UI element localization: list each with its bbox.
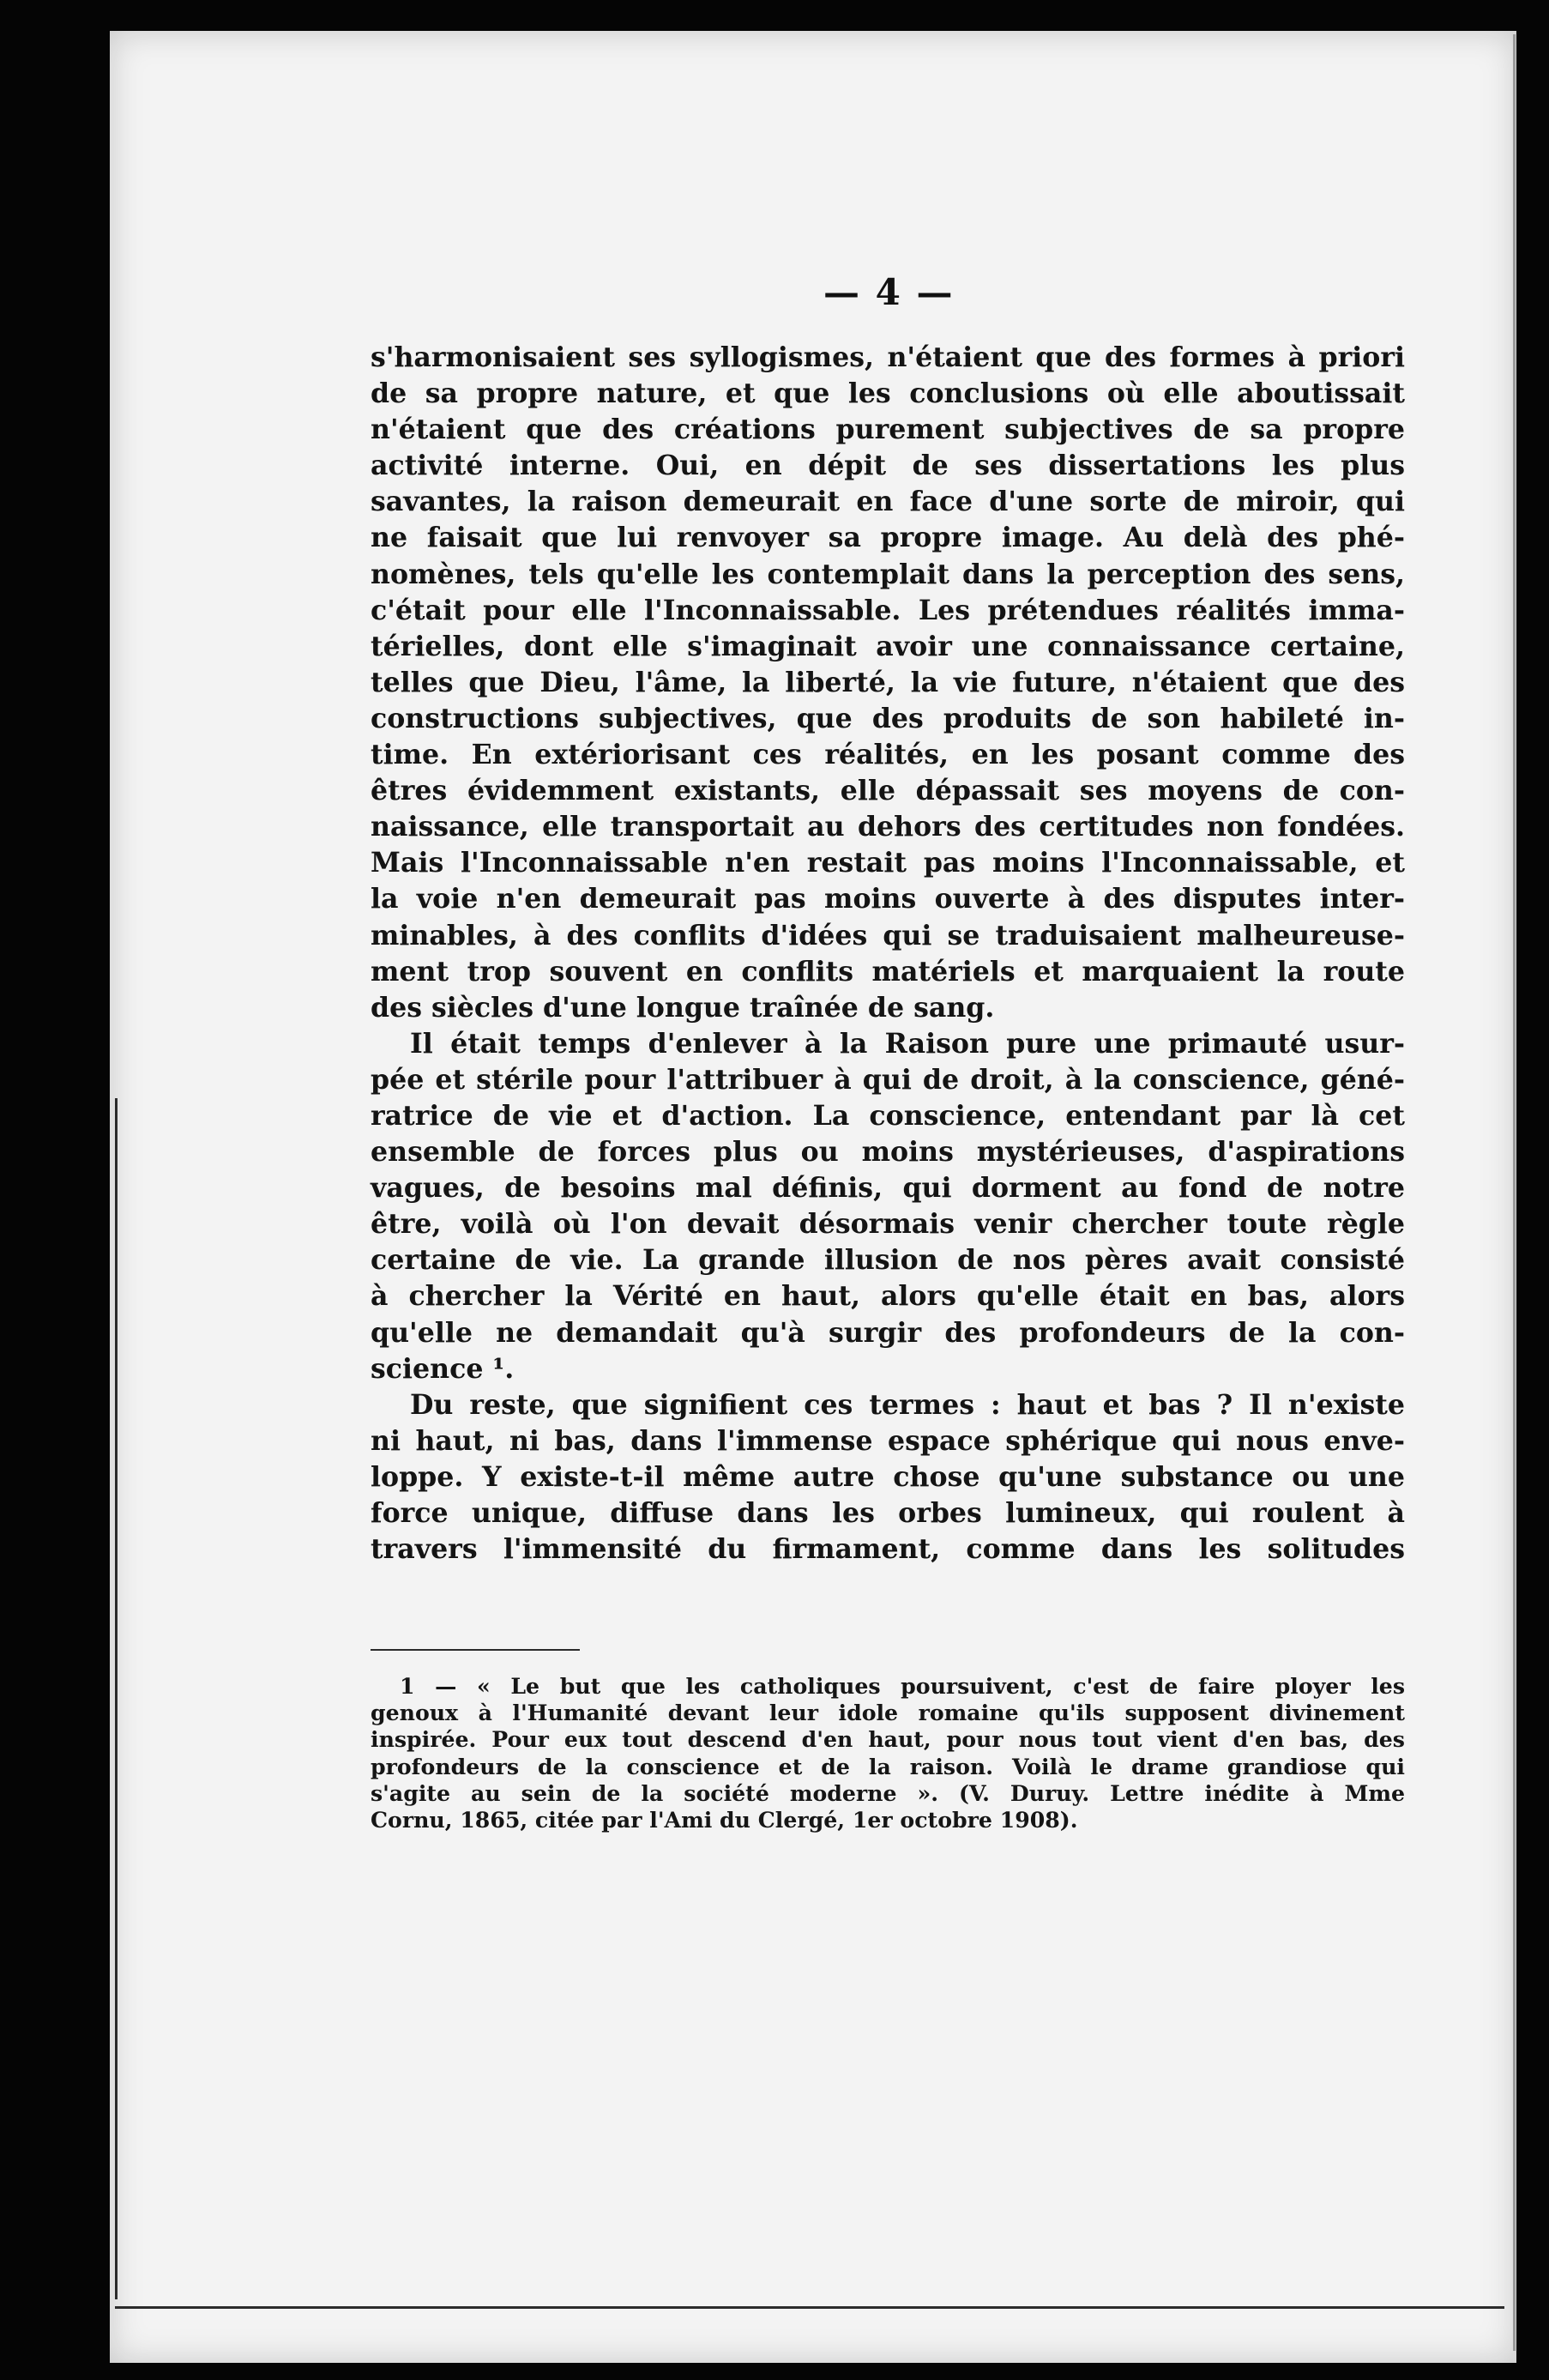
body-line: nomènes, tels qu'elle les contemplait dans la perception des sens, — [371, 558, 1405, 590]
body-line: des siècles d'une longue traînée de sang. — [371, 991, 995, 1024]
body-line: térielles, dont elle s'imaginait avoir une connaissance certaine, — [371, 630, 1405, 662]
body-line: naissance, elle transportait au dehors des certitudes non fondées. — [371, 811, 1405, 843]
body-line: s'harmonisaient ses syllogismes, n'étaient que des formes à priori — [371, 341, 1405, 373]
page-edge-left — [115, 1098, 118, 2299]
body-line: ni haut, ni bas, dans l'immense espace sphérique qui nous enve- — [371, 1424, 1405, 1457]
body-line: minables, à des conflits d'idées qui se traduisaient malheureuse- — [371, 919, 1405, 951]
footnote-line: 1 — « Le but que les catholiques poursuivent, c'est de faire ployer les — [400, 1673, 1405, 1699]
footnote-line: inspirée. Pour eux tout descend d'en haut, pour nous tout vient d'en bas, des — [371, 1726, 1405, 1753]
body-line: c'était pour elle l'Inconnaissable. Les prétendues réalités imma- — [371, 594, 1405, 626]
body-line: time. En extériorisant ces réalités, en les posant comme des — [371, 739, 1405, 771]
body-line: telles que Dieu, l'âme, la liberté, la vie future, n'étaient que des — [371, 666, 1405, 698]
body-line: savantes, la raison demeurait en face d'une sorte de miroir, qui — [371, 486, 1405, 518]
page-edge-bottom — [115, 2306, 1504, 2309]
footnote-line: profondeurs de la conscience et de la raison. Voilà le drame grandiose qui — [371, 1753, 1405, 1779]
body-line: ne faisait que lui renvoyer sa propre image. Au delà des phé- — [371, 522, 1405, 554]
body-line: certaine de vie. La grande illusion de nos pères avait consisté — [371, 1244, 1405, 1277]
body-line: science ¹. — [371, 1352, 515, 1385]
footnote-line: genoux à l'Humanité devant leur idole romaine qu'ils supposent divinement — [371, 1700, 1405, 1726]
body-line: ment trop souvent en conflits matériels et marquaient la route — [371, 955, 1405, 988]
body-line: travers l'immensité du firmament, comme dans les solitudes — [371, 1533, 1405, 1566]
page-number: — 4 — — [823, 271, 955, 313]
body-line: constructions subjectives, que des produits de son habileté in- — [371, 702, 1405, 734]
body-line: pée et stérile pour l'attribuer à qui de droit, à la conscience, géné- — [371, 1063, 1405, 1096]
body-line: qu'elle ne demandait qu'à surgir des profondeurs de la con- — [371, 1316, 1405, 1349]
body-line: de sa propre nature, et que les conclusions où elle aboutissait — [371, 378, 1405, 410]
body-line: la voie n'en demeurait pas moins ouverte à des disputes inter- — [371, 883, 1405, 915]
footnote-line: Cornu, 1865, citée par l'Ami du Clergé, 1er octobre 1908). — [371, 1806, 1078, 1833]
page-edge-right — [1513, 34, 1516, 2351]
footnote-line: s'agite au sein de la société moderne ». (V. Duruy. Lettre inédite à Mme — [371, 1779, 1405, 1806]
body-line: force unique, diffuse dans les orbes lumineux, qui roulent à — [371, 1497, 1405, 1529]
body-line: ensemble de forces plus ou moins mystérieuses, d'aspirations — [371, 1136, 1405, 1169]
body-text — [371, 340, 1405, 1568]
body-line: loppe. Y existe-t-il même autre chose qu'une substance ou une — [371, 1460, 1405, 1493]
body-line: Mais l'Inconnaissable n'en restait pas moins l'Inconnaissable, et — [371, 847, 1405, 879]
body-line: Du reste, que signifient ces termes : haut et bas ? Il n'existe — [410, 1388, 1405, 1421]
footnote-separator — [371, 1649, 580, 1651]
footnote — [371, 1673, 1405, 1833]
body-line: ratrice de vie et d'action. La conscience, entendant par là cet — [371, 1099, 1405, 1132]
body-line: Il était temps d'enlever à la Raison pure une primauté usur- — [410, 1027, 1405, 1060]
body-line: êtres évidemment existants, elle dépassait ses moyens de con- — [371, 775, 1405, 807]
body-line: activité interne. Oui, en dépit de ses dissertations les plus — [371, 450, 1405, 482]
body-line: n'étaient que des créations purement subjectives de sa propre — [371, 414, 1405, 446]
body-line: être, voilà où l'on devait désormais venir chercher toute règle — [371, 1208, 1405, 1241]
body-line: vagues, de besoins mal définis, qui dorment au fond de notre — [371, 1172, 1405, 1205]
body-line: à chercher la Vérité en haut, alors qu'elle était en bas, alors — [371, 1280, 1405, 1313]
